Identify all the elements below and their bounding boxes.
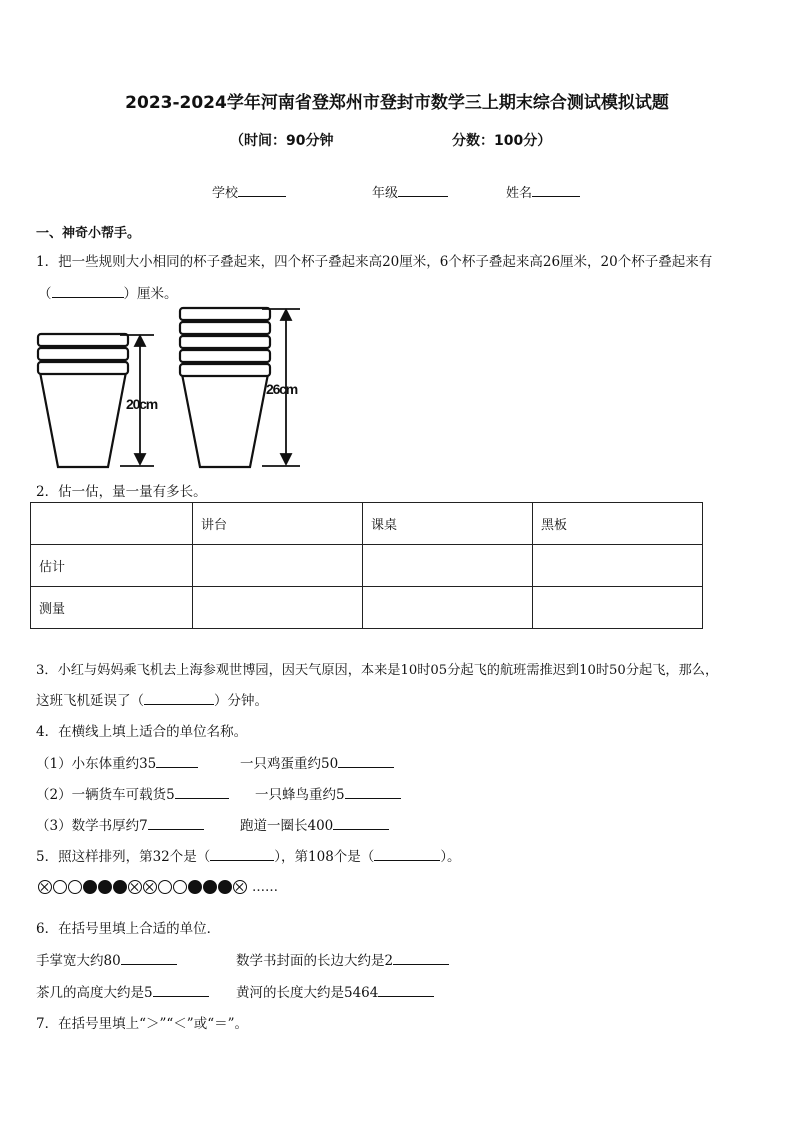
q6-blank[interactable] (393, 952, 449, 965)
grade-label: 年级 (372, 186, 399, 201)
q4-item-label: （1）小东体重约35 (36, 756, 157, 772)
table-cell: 估计 (31, 545, 193, 587)
q6-item-2b (236, 981, 434, 1001)
table-cell[interactable] (193, 587, 363, 629)
table-row (31, 545, 703, 587)
q4-blank[interactable] (345, 786, 401, 799)
label-20cm: 20cm (126, 396, 158, 412)
name-field (506, 182, 580, 201)
q4-item-1b (240, 752, 394, 772)
empty-circle-icon (68, 880, 82, 894)
crossed-circle-icon (233, 880, 247, 894)
crossed-circle-icon (128, 880, 142, 894)
name-blank[interactable] (532, 184, 580, 197)
q4-item-label: 跑道一圈长400 (240, 818, 334, 834)
q4-blank[interactable] (156, 755, 198, 768)
q6-text: 6．在括号里填上合适的单位． (36, 921, 221, 937)
q4-item-3a (36, 814, 204, 834)
q1-line2 (38, 282, 178, 302)
q6-item-label: 手掌宽大约80 (36, 953, 121, 969)
q4-item-label: （3）数学书厚约7 (36, 818, 148, 834)
q1-close-text: ）厘米。 (123, 286, 178, 302)
filled-circle-icon (188, 880, 202, 894)
page-title: 2023-2024学年河南省登郑州市登封市数学三上期末综合测试模拟试题 (125, 93, 669, 113)
q3-text-end: ）分钟。 (214, 693, 268, 709)
q4-item-label: （2）一辆货车可载货5 (36, 787, 175, 803)
q6-blank[interactable] (378, 984, 434, 997)
table-cell: 课桌 (363, 503, 533, 545)
crossed-circle-icon (38, 880, 52, 894)
q4-item-3b (240, 814, 389, 834)
grade-blank[interactable] (398, 184, 448, 197)
q4-blank[interactable] (338, 755, 394, 768)
q3-line2 (36, 689, 268, 709)
school-label: 学校 (212, 186, 239, 201)
q6-item-2a (36, 981, 209, 1001)
q5-text (36, 845, 461, 865)
q6-item-1b (236, 949, 449, 969)
empty-circle-icon (53, 880, 67, 894)
q5-text-b: ），第108个是（ (274, 849, 375, 865)
cup-stack-four (38, 334, 128, 467)
q6-item-1a (36, 949, 177, 969)
q4-item-1a (36, 752, 198, 772)
table-cell: 讲台 (193, 503, 363, 545)
estimate-table (30, 502, 703, 629)
q4-item-label: 一只鸡蛋重约50 (240, 756, 339, 772)
q5-text-c: ）。 (440, 849, 461, 865)
q5-text-a: 5．照这样排列，第32个是（ (36, 849, 211, 865)
q4-blank[interactable] (148, 817, 204, 830)
q3-text-start: 这班飞机延误了（ (36, 693, 144, 709)
q4-blank[interactable] (333, 817, 389, 830)
table-row (31, 587, 703, 629)
table-cell (31, 503, 193, 545)
filled-circle-icon (113, 880, 127, 894)
filled-circle-icon (203, 880, 217, 894)
name-label: 姓名 (506, 186, 533, 201)
q6-blank[interactable] (153, 984, 209, 997)
exam-time: （时间：90分钟 (230, 133, 334, 149)
table-header-row (31, 503, 703, 545)
q1-line1: 1．把一些规则大小相同的杯子叠起来，四个杯子叠起来高20厘米，6个杯子叠起来高26厘米，20个杯子叠起来有 (36, 254, 713, 270)
pattern-ellipsis: …… (252, 880, 278, 895)
table-cell[interactable] (363, 587, 533, 629)
exam-score: 分数：100分） (452, 133, 552, 149)
q1-answer-blank[interactable] (52, 285, 124, 298)
q4-blank[interactable] (175, 786, 229, 799)
crossed-circle-icon (143, 880, 157, 894)
school-blank[interactable] (238, 184, 286, 197)
table-cell[interactable] (193, 545, 363, 587)
grade-field (372, 182, 448, 201)
q4-item-2b (255, 783, 401, 803)
filled-circle-icon (83, 880, 97, 894)
table-cell[interactable] (363, 545, 533, 587)
q6-blank[interactable] (121, 952, 177, 965)
table-cell[interactable] (533, 545, 703, 587)
q5-blank-32[interactable] (210, 848, 274, 861)
filled-circle-icon (218, 880, 232, 894)
empty-circle-icon (158, 880, 172, 894)
table-cell[interactable] (533, 587, 703, 629)
cup-stacks-figure (30, 302, 320, 472)
section-heading: 一、神奇小帮手。 (36, 226, 141, 241)
q7-text: 7．在括号里填上“＞”“＜”或“＝”。 (36, 1016, 248, 1032)
q3-answer-blank[interactable] (144, 692, 214, 705)
q6-item-label: 黄河的长度大约是5464 (236, 985, 379, 1001)
table-cell: 测量 (31, 587, 193, 629)
filled-circle-icon (98, 880, 112, 894)
q2-text: 2．估一估，量一量有多长。 (36, 484, 207, 500)
q6-item-label: 茶几的高度大约是5 (36, 985, 153, 1001)
circle-pattern (38, 876, 278, 895)
q4-item-2a (36, 783, 229, 803)
empty-circle-icon (173, 880, 187, 894)
q4-text: 4．在横线上填上适合的单位名称。 (36, 724, 248, 740)
q3-line1: 3．小红与妈妈乘飞机去上海参观世博园，因天气原因，本来是10时05分起飞的航班需推迟到10时50分起飞，那么， (36, 663, 719, 678)
q1-open-paren: （ (38, 286, 52, 302)
q6-item-label: 数学书封面的长边大约是2 (236, 953, 394, 969)
table-cell: 黑板 (533, 503, 703, 545)
cup-stack-six (180, 308, 270, 467)
q5-blank-108[interactable] (374, 848, 440, 861)
school-field (212, 182, 286, 201)
q4-item-label: 一只蜂鸟重约5 (255, 787, 345, 803)
label-26cm: 26cm (266, 381, 298, 397)
